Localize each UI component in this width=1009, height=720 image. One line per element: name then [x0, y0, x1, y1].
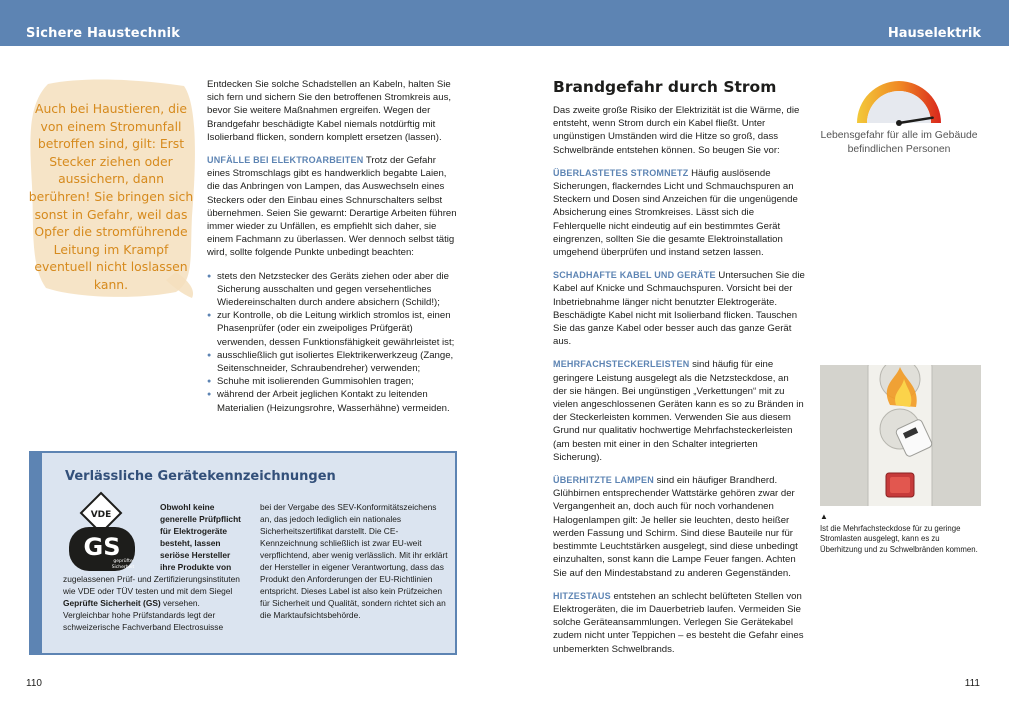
box-column-1 — [63, 501, 247, 633]
logo-subtext-2: Sicherheit — [111, 565, 135, 570]
logo-subtext-1: geprüfte — [113, 559, 133, 564]
logo-gs-text: GS — [83, 533, 121, 561]
box-accent-stripe — [31, 453, 42, 653]
danger-gauge-icon — [851, 71, 947, 127]
page-number-right: 111 — [964, 678, 980, 689]
subheading: HITZESTAUS — [553, 590, 611, 601]
photo-caption: Ist die Mehrfachsteckdose für zu geringe Stromlasten ausgelegt, kann es zu Überhitzung und zu Schwelbränden kommen. — [820, 524, 978, 554]
power-strip-fire-photo — [820, 365, 981, 506]
subheading: SCHADHAFTE KABEL UND GERÄTE — [553, 270, 716, 281]
tip-callout — [26, 76, 196, 298]
section-text: Untersuchen Sie die Kabel auf Knicke und Schmauchspuren. Vorsicht bei der Inbetriebnahme länger nicht benutzter Elektrogeräte. Beschädigte Kabel nicht mit Isolierband flicken. Tauschen Sie das ganze Kabel oder besser auch das ganze Gerät aus. — [553, 270, 805, 348]
right-intro-paragraph: Das zweite große Risiko der Elektrizität ist die Wärme, die entsteht, wenn Strom durch ein Kabel fließt. Unter ungünstigen Umständen wird die Hitze so groß, dass Schwelbrände entstehen können. So beugen Sie vor: — [553, 105, 800, 156]
section-text: sind häufig für eine geringere Leistung ausgelegt als die Netzsteckdose, an der sie hängen. Bei ungünstigen „Verkettungen“ mit zu vielen angeschlossenen Geräten kann es so zu Bränden in der Steckerleisten kommen. Verwenden Sie aus diesem Grund nur qualitativ hochwertige Mehrfachsteckerleisten (am besten mit einer in den Schalter integrierten Sicherung). — [553, 359, 804, 463]
box-column-2: bei der Vergabe des SEV-Konformitätszeichens an, das jedoch lediglich ein nationales Sicherheitszertifikat darstellt. Die CE-Kennzeichnung schließlich ist zwar EU-weit verpflichtend, aber wenig verlässlich. Mit ihr erklärt der Hersteller in eigener Verantwortung, dass das Produkt den Anforderungen der EU-Richtlinien entspricht. Dieses Label ist also kein Prüfzeichen für Sicherheit und Qualität, sondern richtet sich an die Marktaufsichtsbehörde. — [260, 502, 448, 620]
gauge-caption: Lebensgefahr für alle im Gebäude befindlichen Personen — [820, 130, 978, 155]
section-paragraph — [553, 474, 805, 580]
list-item: ● zur Kontrolle, ob die Leitung wirklich stromlos ist, einen Phasenprüfer (oder ein zweipoliges Prüfgerät) verwenden, dessen Funktionsfähigkeit gewährleistet ist; — [207, 309, 457, 349]
subheading-unfaelle: UNFÄLLE BEI ELEKTROARBEITEN — [207, 155, 364, 166]
subheading: ÜBERLASTETES STROMNETZ — [553, 167, 689, 178]
left-main-column — [207, 78, 457, 415]
section-text: entstehen an schlecht belüfteten Stellen von Elektrogeräten, die im Dauerbetrieb laufen. Vermeiden Sie solche Geräteansammlungen. Verlegen Sie Gerätekabel zudem nicht unter Teppichen – es besteht die Gefahr eines unbemerkten Schwelbrands. — [553, 590, 804, 655]
section-title-right: Hauselektrik — [887, 26, 981, 41]
box-col1-tail: versehen. Vergleichbar hohe Prüfstandards legt der schweizerische Fachverband Electrosuisse — [63, 598, 224, 632]
section-paragraph — [553, 358, 805, 464]
info-box-certifications — [29, 451, 457, 655]
list-item: ● Schuhe mit isolierenden Gummisohlen tragen; — [207, 375, 457, 388]
photo-illustration — [820, 365, 981, 506]
box-col1-bold: Geprüfte Sicherheit (GS) — [63, 598, 161, 608]
box-title: Verlässliche Gerätekennzeichnungen — [65, 469, 336, 484]
section-paragraph — [553, 269, 805, 348]
list-item: ● ausschließlich gut isoliertes Elektrikerwerkzeug (Zange, Seitenschneider, Schraubendreher) verwenden; — [207, 349, 457, 375]
right-main-column — [553, 104, 805, 656]
page-title: Brandgefahr durch Strom — [553, 78, 777, 96]
section-text: Häufig auslösende Sicherungen, flackerndes Licht und Schmauchspuren an Steckern und Dosen sind Anzeichen für die ungenügende Absicherung eines Stromkreises. Lässt sich die Fehlerquelle nicht eindeutig auf ein bestimmtes Gerät eingrenzen, sollten Sie die gesamte Elektroinstallation umgehend überprüfen und instand setzen lassen. — [553, 167, 798, 259]
page-number-left: 110 — [26, 678, 42, 689]
box-intro-text: Obwohl keine generelle Prüfpflicht für Elektrogeräte besteht, lassen seriöse Hersteller ihre Produkte von — [160, 502, 241, 572]
box-col1-text: zugelassenen Prüf- und Zertifizierungsinstituten wie VDE oder TÜV testen und mit dem Siegel — [63, 574, 240, 596]
section-text: sind ein häufiger Brandherd. Glühbirnen entsprechender Wattstärke gehören zwar der Vergangenheit an, doch auch für noch vorhandenen Halogenlampen gilt: Je heller sie leuchten, desto heißer werden Fassung und Schirm. Sind diese Bauteile nur für bestimmte Leuchtstärken ausgelegt, sind diese unbedingt einzuhalten, sonst kann die Lampe Feuer fangen. Achten Sie auf den Mindestabstand zu anderen Gegenständen. — [553, 475, 798, 579]
logo-vde-text: VDE — [90, 510, 112, 520]
caption-marker: ▲ — [820, 512, 828, 521]
section-paragraph — [553, 590, 805, 656]
section-title-left: Sichere Haustechnik — [26, 26, 181, 41]
safety-bullet-list — [207, 270, 457, 415]
callout-text: Auch bei Haustieren, die von einem Stromunfall betroffen sind, gilt: Erst Stecker ziehen oder aussichern, dann berühren! Sie bringen sich sonst in Gefahr, weil das Opfer die stromführende Leitung im Krampf eventuell nicht loslassen kann. — [28, 101, 194, 292]
unfaelle-text: Trotz der Gefahr eines Stromschlags gibt es handwerklich begabte Laien, die das Anbringen von Lampen, das Auswechseln eines Steckers oder den Einbau eines Schnurschalters selbst übernehmen. Seien Sie gewarnt: Derartige Arbeiten führen immer wieder zu Unfällen, es empfiehlt sich daher, sie einem Fachmann zu überlassen. Wer dennoch selbst tätig wird, sollte folgende Punkte unbedingt beachten: — [207, 155, 457, 259]
unfaelle-paragraph — [207, 154, 457, 260]
subheading: MEHRFACHSTECKERLEISTEN — [553, 359, 690, 370]
intro-paragraph: Entdecken Sie solche Schadstellen an Kabeln, halten Sie sich fern und sichern Sie den betroffenen Stromkreis aus, bevor Sie weitere Maßnahmen ergreifen. Wegen der Brandgefahr beschädigte Kabel niemals notdürftig mit Isolierband flicken, sondern komplett ersetzen (lassen). — [207, 79, 452, 143]
list-item: ● während der Arbeit jeglichen Kontakt zu leitenden Materialien (Heizungsrohre, Wasserhähne) vermeiden. — [207, 388, 457, 414]
subheading: ÜBERHITZTE LAMPEN — [553, 475, 654, 486]
section-paragraph — [553, 167, 805, 259]
list-item: ● stets den Netzstecker des Geräts ziehen oder aber die Sicherung ausschalten und gegen versehentliches Wiedereinschalten durch andere absichern (Schild!); — [207, 270, 457, 310]
